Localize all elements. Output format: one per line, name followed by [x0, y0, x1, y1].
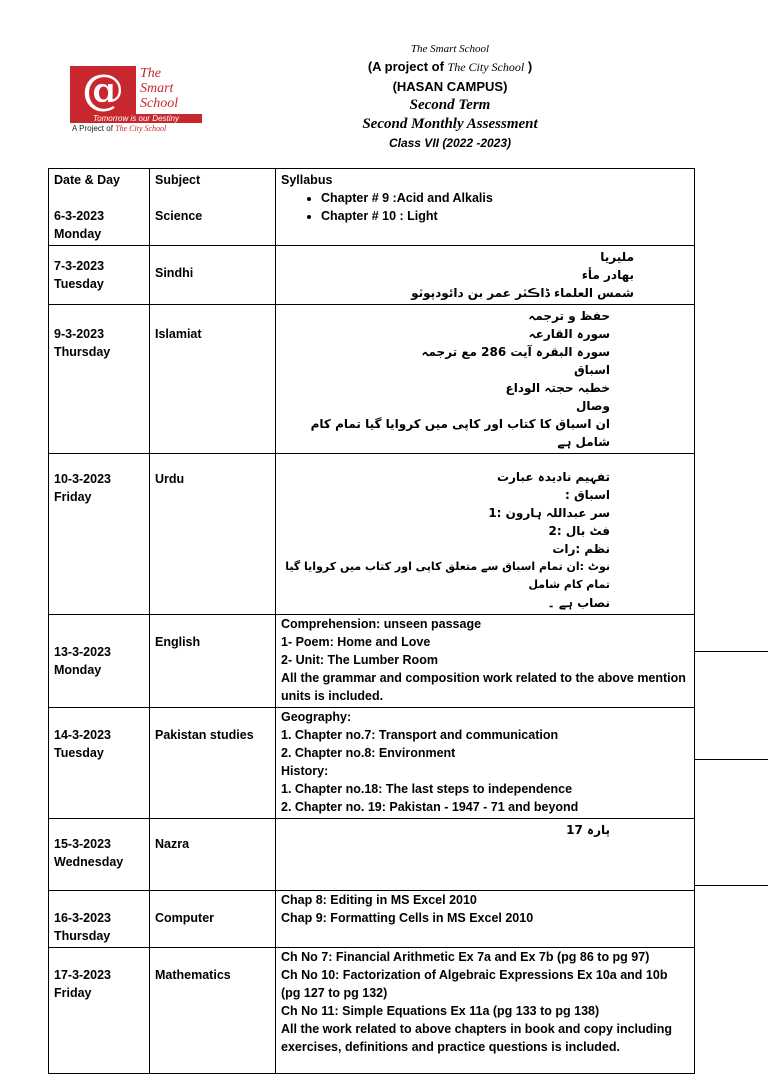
logo-name-line2: Smart	[140, 81, 174, 96]
bullet-list	[281, 189, 689, 225]
syllabus-line: نصاب ہے ۔	[547, 596, 610, 610]
logo-name	[140, 66, 202, 111]
syllabus-cell	[276, 708, 695, 819]
syllabus-line: تفہیم نادیدہ عبارت	[496, 470, 610, 484]
syllabus-line: نوٹ :ان تمام اسباق سے متعلق کاپی اور کتاب میں کروایا گیا تمام کام شامل	[285, 560, 610, 591]
table-row	[49, 454, 695, 615]
header-syllabus: Syllabus	[281, 173, 333, 187]
syllabus-cell	[276, 305, 695, 454]
day-value: Wednesday	[54, 855, 124, 869]
syllabus-line: سر عبداللہ ہارون :1	[488, 506, 610, 520]
syllabus-line: وصال	[576, 399, 610, 413]
date-value: 6-3-2023	[54, 209, 105, 223]
date-value: 10-3-2023	[54, 472, 111, 486]
syllabus-line: Chap 8: Editing in MS Excel 2010	[281, 893, 477, 907]
day-value: Monday	[54, 663, 102, 677]
table-row	[49, 615, 695, 708]
list-item: • Chapter # 10 : Light	[321, 207, 689, 225]
syllabus-line: Chap 9: Formatting Cells in MS Excel 2010	[281, 911, 534, 925]
date-value: 9-3-2023	[54, 327, 105, 341]
subject-value: Pakistan studies	[155, 728, 254, 742]
subject-cell	[150, 615, 276, 708]
subject-value: Computer	[155, 911, 215, 925]
project-line	[250, 57, 650, 77]
syllabus-line: Geography:	[281, 710, 352, 724]
date-value: 13-3-2023	[54, 645, 111, 659]
syllabus-line: ان اسباق کا کتاب اور کاپی میں کروایا گیا تمام کام شامل ہے	[310, 417, 610, 449]
subject-value: Sindhi	[155, 266, 194, 280]
subject-cell	[150, 948, 276, 1074]
subject-value: Islamiat	[155, 327, 202, 341]
table-row	[49, 708, 695, 819]
syllabus-line: بهادر مأء	[581, 268, 634, 282]
term-title: Second Term	[409, 97, 491, 113]
syllabus-line: حفظ و ترجمہ	[528, 309, 610, 323]
date-cell	[49, 454, 150, 615]
syllabus-line: 2- Unit: The Lumber Room	[281, 653, 438, 667]
logo-project-line	[72, 124, 202, 134]
syllabus-line: فٹ بال :2	[548, 524, 610, 538]
syllabus-line: شمس العلماء ڈاڪٽر عمر بن دائودپوٽو	[411, 286, 634, 300]
date-cell	[49, 246, 150, 305]
syllabus-line: 2. Chapter no.8: Environment	[281, 746, 456, 760]
syllabus-line: 1. Chapter no.7: Transport and communication	[281, 728, 559, 742]
syllabus-cell	[276, 615, 695, 708]
project-name: The City School	[447, 60, 525, 74]
syllabus-cell	[276, 454, 695, 615]
subject-cell	[150, 891, 276, 948]
table-row	[49, 819, 695, 891]
syllabus-line: اسباق :	[564, 488, 610, 502]
date-cell	[49, 615, 150, 708]
document-header	[250, 41, 650, 153]
subject-cell	[150, 169, 276, 246]
syllabus-line: سورہ القارعہ	[528, 327, 610, 341]
logo-project-name: The City School	[115, 124, 167, 133]
logo-project-prefix: A Project of	[72, 124, 113, 133]
syllabus-line: پارہ 17	[566, 823, 610, 837]
syllabus-line: 1. Chapter no.18: The last steps to independence	[281, 782, 573, 796]
school-name: The Smart School	[410, 43, 490, 55]
subject-cell	[150, 819, 276, 891]
border-extension	[694, 651, 768, 652]
syllabus-line: History:	[281, 764, 329, 778]
date-value: 16-3-2023	[54, 911, 111, 925]
subject-cell	[150, 305, 276, 454]
school-logo	[70, 66, 202, 136]
syllabus-line: خطبہ حجتہ الوداع	[505, 381, 610, 395]
syllabus-line: مليريا	[600, 250, 634, 264]
logo-tagline: Tomorrow is our Destiny	[70, 114, 202, 123]
header-subject: Subject	[155, 173, 201, 187]
date-cell	[49, 819, 150, 891]
date-value: 14-3-2023	[54, 728, 111, 742]
subject-value: Mathematics	[155, 968, 231, 982]
syllabus-line: 1- Poem: Home and Love	[281, 635, 431, 649]
project-suffix: )	[527, 59, 533, 74]
subject-value: Urdu	[155, 472, 185, 486]
day-value: Friday	[54, 490, 92, 504]
table-row	[49, 169, 695, 246]
table-row	[49, 305, 695, 454]
date-value: 17-3-2023	[54, 968, 111, 982]
day-value: Thursday	[54, 929, 111, 943]
date-cell	[49, 891, 150, 948]
date-value: 15-3-2023	[54, 837, 111, 851]
syllabus-cell	[276, 948, 695, 1074]
date-cell	[49, 948, 150, 1074]
assessment-title: Second Monthly Assessment	[362, 116, 538, 132]
logo-name-line3: School	[140, 96, 179, 111]
day-value: Friday	[54, 986, 92, 1000]
day-value: Tuesday	[54, 277, 104, 291]
logo-mark	[70, 66, 136, 114]
subject-value: Science	[155, 209, 203, 223]
table-row	[49, 246, 695, 305]
syllabus-line: Ch No 10: Factorization of Algebraic Expressions Ex 10a and 10b (pg 127 to pg 132)	[281, 968, 668, 1000]
syllabus-table	[48, 168, 695, 1074]
subject-cell	[150, 454, 276, 615]
class-line: Class VII (2022 -2023)	[388, 136, 512, 150]
table-row	[49, 891, 695, 948]
border-extension	[694, 885, 768, 886]
header-date-day: Date & Day	[54, 173, 120, 187]
syllabus-cell	[276, 169, 695, 246]
syllabus-line: Ch No 11: Simple Equations Ex 11a (pg 133 to pg 138)	[281, 1004, 600, 1018]
project-prefix: (A project of	[367, 59, 444, 74]
syllabus-line: Comprehension: unseen passage	[281, 617, 482, 631]
day-value: Tuesday	[54, 746, 104, 760]
syllabus-line: Ch No 7: Financial Arithmetic Ex 7a and Ex 7b (pg 86 to pg 97)	[281, 950, 650, 964]
syllabus-cell	[276, 891, 695, 948]
subject-cell	[150, 246, 276, 305]
day-value: Thursday	[54, 345, 111, 359]
syllabus-line: نظم :رات	[552, 542, 610, 556]
logo-name-line1: The	[140, 66, 161, 81]
syllabus-cell	[276, 246, 695, 305]
subject-value: English	[155, 635, 201, 649]
syllabus-line: 2. Chapter no. 19: Pakistan - 1947 - 71 and beyond	[281, 800, 579, 814]
date-cell	[49, 169, 150, 246]
date-cell	[49, 708, 150, 819]
table-row	[49, 948, 695, 1074]
date-cell	[49, 305, 150, 454]
syllabus-line: سورہ البقرہ آیت 286 مع ترجمہ	[421, 345, 610, 359]
syllabus-cell	[276, 819, 695, 891]
border-extension	[694, 759, 768, 760]
subject-value: Nazra	[155, 837, 190, 851]
date-value: 7-3-2023	[54, 259, 105, 273]
list-item: • Chapter # 9 :Acid and Alkalis	[321, 189, 689, 207]
at-symbol-icon: @	[82, 65, 124, 114]
syllabus-line: All the grammar and composition work related to the above mention units is included.	[281, 671, 686, 703]
subject-cell	[150, 708, 276, 819]
campus-name: (HASAN CAMPUS)	[392, 79, 508, 94]
syllabus-line: اسباق	[573, 363, 610, 377]
day-value: Monday	[54, 227, 102, 241]
syllabus-line: All the work related to above chapters in book and copy including exercises, definitions and practice questions is included.	[281, 1022, 673, 1054]
